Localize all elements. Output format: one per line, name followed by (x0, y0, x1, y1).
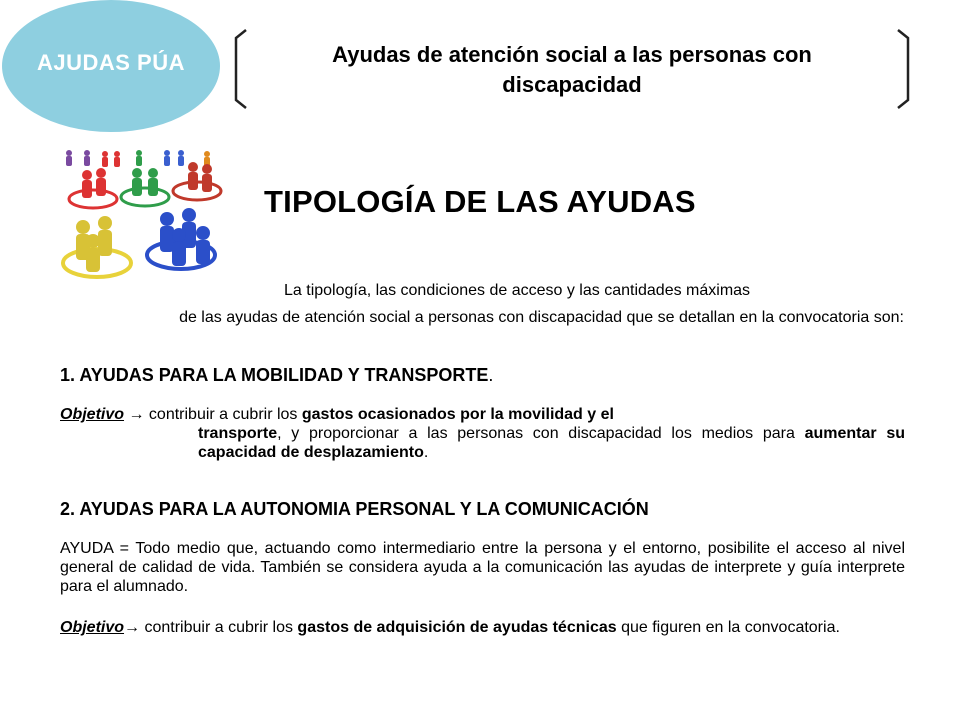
header-title: Ayudas de atención social a las personas con discapacidad (332, 42, 812, 97)
badge-ellipse (2, 0, 220, 132)
ayuda-definition: AYUDA = Todo medio que, actuando como intermediario entre la persona y el entorno, posibilite el acceso al nivel general de calidad de vida. También se considera ayuda a la comunicación las ayudas de interprete y guía interprete para el alumnado. (60, 540, 905, 595)
objective-autonomy (60, 618, 905, 637)
arrow-icon-2: → (124, 619, 141, 636)
intro-line-1: La tipología, las condiciones de acceso y las cantidades máximas (284, 282, 751, 299)
objective2-text-b: que figuren en la convocatoria. (621, 619, 840, 636)
objective-bold-c: aumentar su capacidad de desplazamiento (198, 425, 906, 461)
people-network-icon (57, 145, 233, 287)
objective-bold-b: transporte (198, 425, 278, 442)
heading-mobility-text: 1. AYUDAS PARA LA MOBILIDAD Y TRANSPORTE (60, 365, 489, 385)
objective-text-c: . (423, 444, 429, 461)
arrow-icon: → (128, 406, 145, 423)
objective-text-a: contribuir a cubrir los (148, 406, 298, 423)
objective-label: Objetivo (60, 406, 125, 423)
heading-mobility (60, 365, 493, 386)
objective-label-2: Objetivo (60, 619, 125, 636)
heading-mobility-period: . (488, 365, 494, 385)
intro-line-2: de las ayudas de atención social a personas con discapacidad que se detallan en la convocatoria son: (179, 309, 904, 326)
objective-mobility (60, 405, 905, 462)
objective2-text-a: contribuir a cubrir los (144, 619, 293, 636)
objective-bold-a: gastos ocasionados por la movilidad y el (301, 406, 614, 423)
objective-indent (198, 424, 905, 462)
objective2-bold-a: gastos de adquisición de ayudas técnicas (297, 619, 617, 636)
section-title: TIPOLOGÍA DE LAS AYUDAS (264, 184, 696, 219)
header-box (232, 28, 912, 110)
heading-autonomy: 2. AYUDAS PARA LA AUTONOMIA PERSONAL Y LA COMUNICACIÓN (60, 499, 649, 519)
objective-text-b: , y proporcionar a las personas con discapacidad los medios para (277, 425, 795, 442)
badge-text: AJUDAS PÚA (36, 50, 186, 75)
